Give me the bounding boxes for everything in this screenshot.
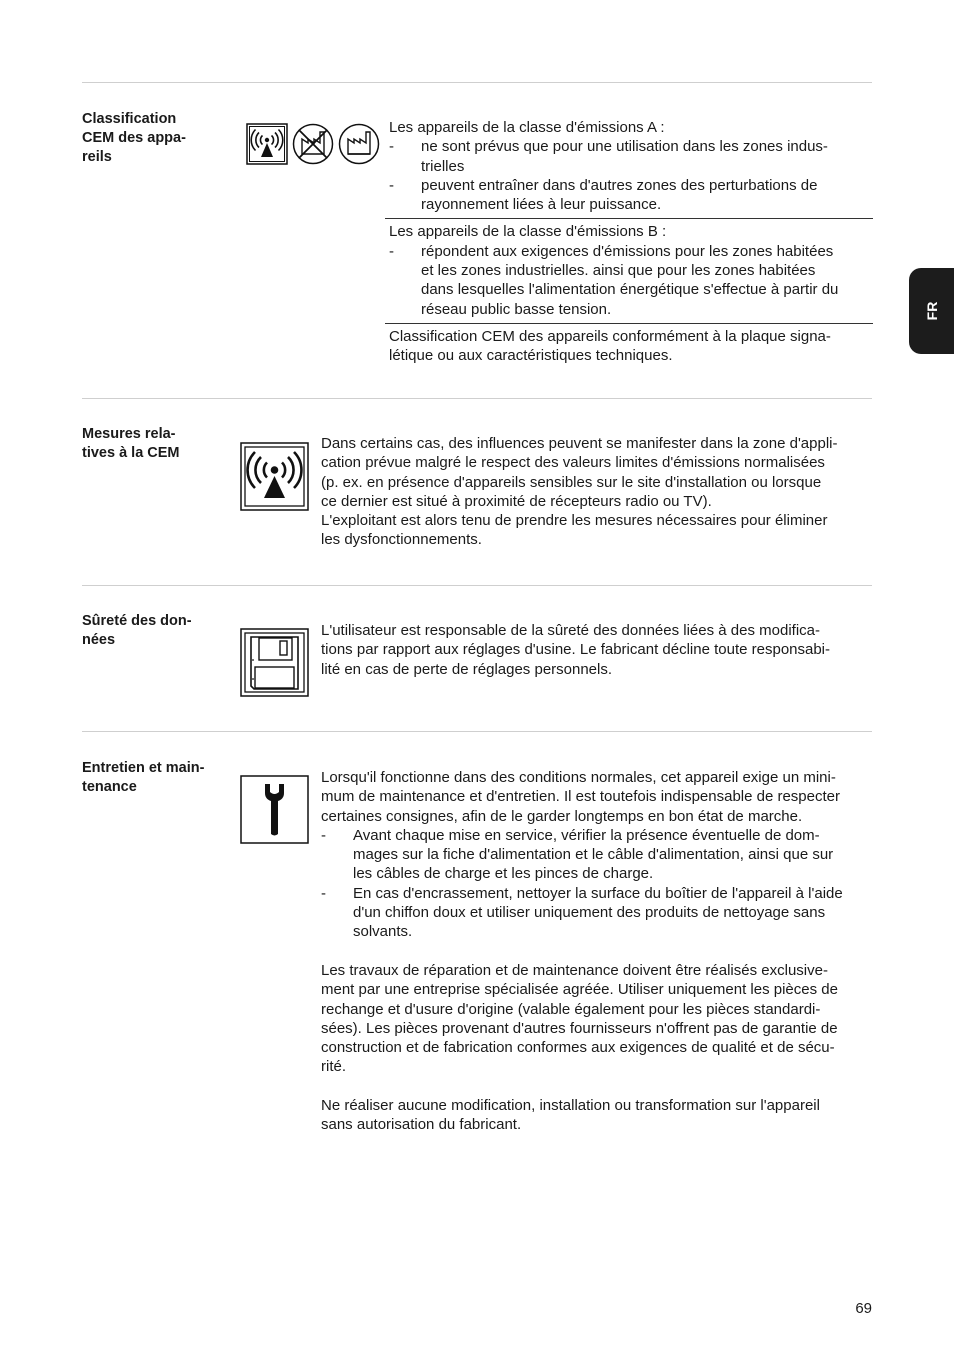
cem-classification-note: Classification CEM des appareils conformément à la plaque signa- létique ou aux caractéristiques techniques.	[389, 327, 831, 365]
paragraph: Dans certains cas, des influences peuvent se manifester dans la zone d'appli- cation prévue malgré le respect des valeurs limites d'émissions normalisées (p. ex. en présence d'appareils sensibles sur le site d'installation ou lorsque ce dernier est situé à proximité de récepteurs radio ou TV).	[321, 435, 838, 510]
emission-icon	[247, 124, 287, 164]
language-tab-label: FR	[923, 301, 940, 321]
list-item: - ne sont prévus que pour une utilisation dans les zones indus- trielles	[389, 138, 828, 175]
industry-icon	[340, 125, 379, 164]
list-item-text: ne sont prévus que pour une utilisation dans les zones indus- trielles	[421, 138, 828, 175]
section-title-cem-classification: Classification CEM des appa- reils	[82, 111, 186, 165]
floppy-disk-icon	[240, 628, 309, 697]
list-item-text: En cas d'encrassement, nettoyer la surface du boîtier de l'appareil à l'aide d'un chiffon doux et utiliser uniquement des produits de nettoyage sans solvants.	[353, 884, 843, 941]
cem-measures-content	[321, 434, 871, 550]
emission-icon	[240, 442, 309, 511]
list-item: - peuvent entraîner dans d'autres zones des perturbations de rayonnement liées à leur puissance.	[389, 176, 818, 214]
block-separator	[385, 323, 873, 324]
no-industry-icon	[294, 125, 333, 164]
section-divider	[82, 398, 872, 399]
page-number: 69	[855, 1300, 872, 1317]
section-divider	[82, 585, 872, 586]
data-safety-content	[321, 621, 871, 679]
maintenance-content	[321, 768, 871, 1135]
language-tab	[909, 268, 954, 354]
maintenance-intro: Lorsqu'il fonctionne dans des conditions normales, cet appareil exige un mini- mum de maintenance et d'entretien. Il est toutefois indispensable de respecter certaines consignes, afin de le garder longtemps en bon état de marche.	[321, 769, 841, 825]
list-item-text: peuvent entraîner dans d'autres zones des perturbations de rayonnement liées à leur puissance.	[421, 176, 818, 214]
block-separator	[385, 218, 873, 219]
section-title-maintenance: Entretien et main- tenance	[82, 760, 205, 795]
cem-class-icons	[246, 123, 382, 165]
list-item: - répondent aux exigences d'émissions pour les zones habitées et les zones industrielles. ainsi que pour les zones habitées dans lesquelles l'alimentation énergétique s'effectue à partir du réseau public basse tension.	[389, 242, 839, 318]
paragraph-modification: Ne réaliser aucune modification, installation ou transformation sur l'appareil sans autorisation du fabricant.	[321, 1097, 820, 1134]
paragraph: L'utilisateur est responsable de la sûreté des données liées à des modifica- tions par rapport aux réglages d'usine. Le fabricant décline toute responsabi- lité en cas de perte de réglages personnels.	[321, 622, 831, 678]
list-item-text: répondent aux exigences d'émissions pour les zones habitées et les zones industrielles. ainsi que pour les zones habitées dans lesquelles l'alimentation énergétique s'effectue à partir du réseau public basse tension.	[421, 242, 839, 318]
wrench-icon	[240, 775, 309, 844]
cem-classification-content	[389, 118, 869, 366]
list-item-text: Avant chaque mise en service, vérifier la présence éventuelle de dom- mages sur la fiche d'alimentation et le câble d'alimentation, ainsi que sur les câbles de charge et les pinces de charge.	[353, 826, 834, 883]
class-b-intro: Les appareils de la classe d'émissions B :	[389, 223, 667, 241]
section-divider	[82, 731, 872, 732]
list-item: - En cas d'encrassement, nettoyer la surface du boîtier de l'appareil à l'aide d'un chiffon doux et utiliser uniquement des produits de nettoyage sans solvants.	[321, 884, 843, 941]
section-divider	[82, 82, 872, 83]
paragraph: L'exploitant est alors tenu de prendre les mesures nécessaires pour éliminer les dysfonctionnements.	[321, 512, 828, 549]
section-title-cem-measures: Mesures rela- tives à la CEM	[82, 426, 180, 461]
list-item: - Avant chaque mise en service, vérifier la présence éventuelle de dom- mages sur la fiche d'alimentation et le câble d'alimentation, ainsi que sur les câbles de charge et les pinces de charge.	[321, 826, 834, 883]
class-a-intro: Les appareils de la classe d'émissions A :	[389, 119, 665, 136]
section-title-data-safety: Sûreté des don- nées	[82, 613, 192, 648]
paragraph-repair: Les travaux de réparation et de maintenance doivent être réalisés exclusive- ment par une entreprise spécialisée agréée. Utiliser uniquement les pièces de rechange et d'usure d'origine (valable également pour les pièces standardi- sées). Les pièces provenant d'autres fournisseurs n'offrent pas de garantie de construction et de fabrication conformes aux exigences de qualité et de sécu- rité.	[321, 961, 838, 1076]
